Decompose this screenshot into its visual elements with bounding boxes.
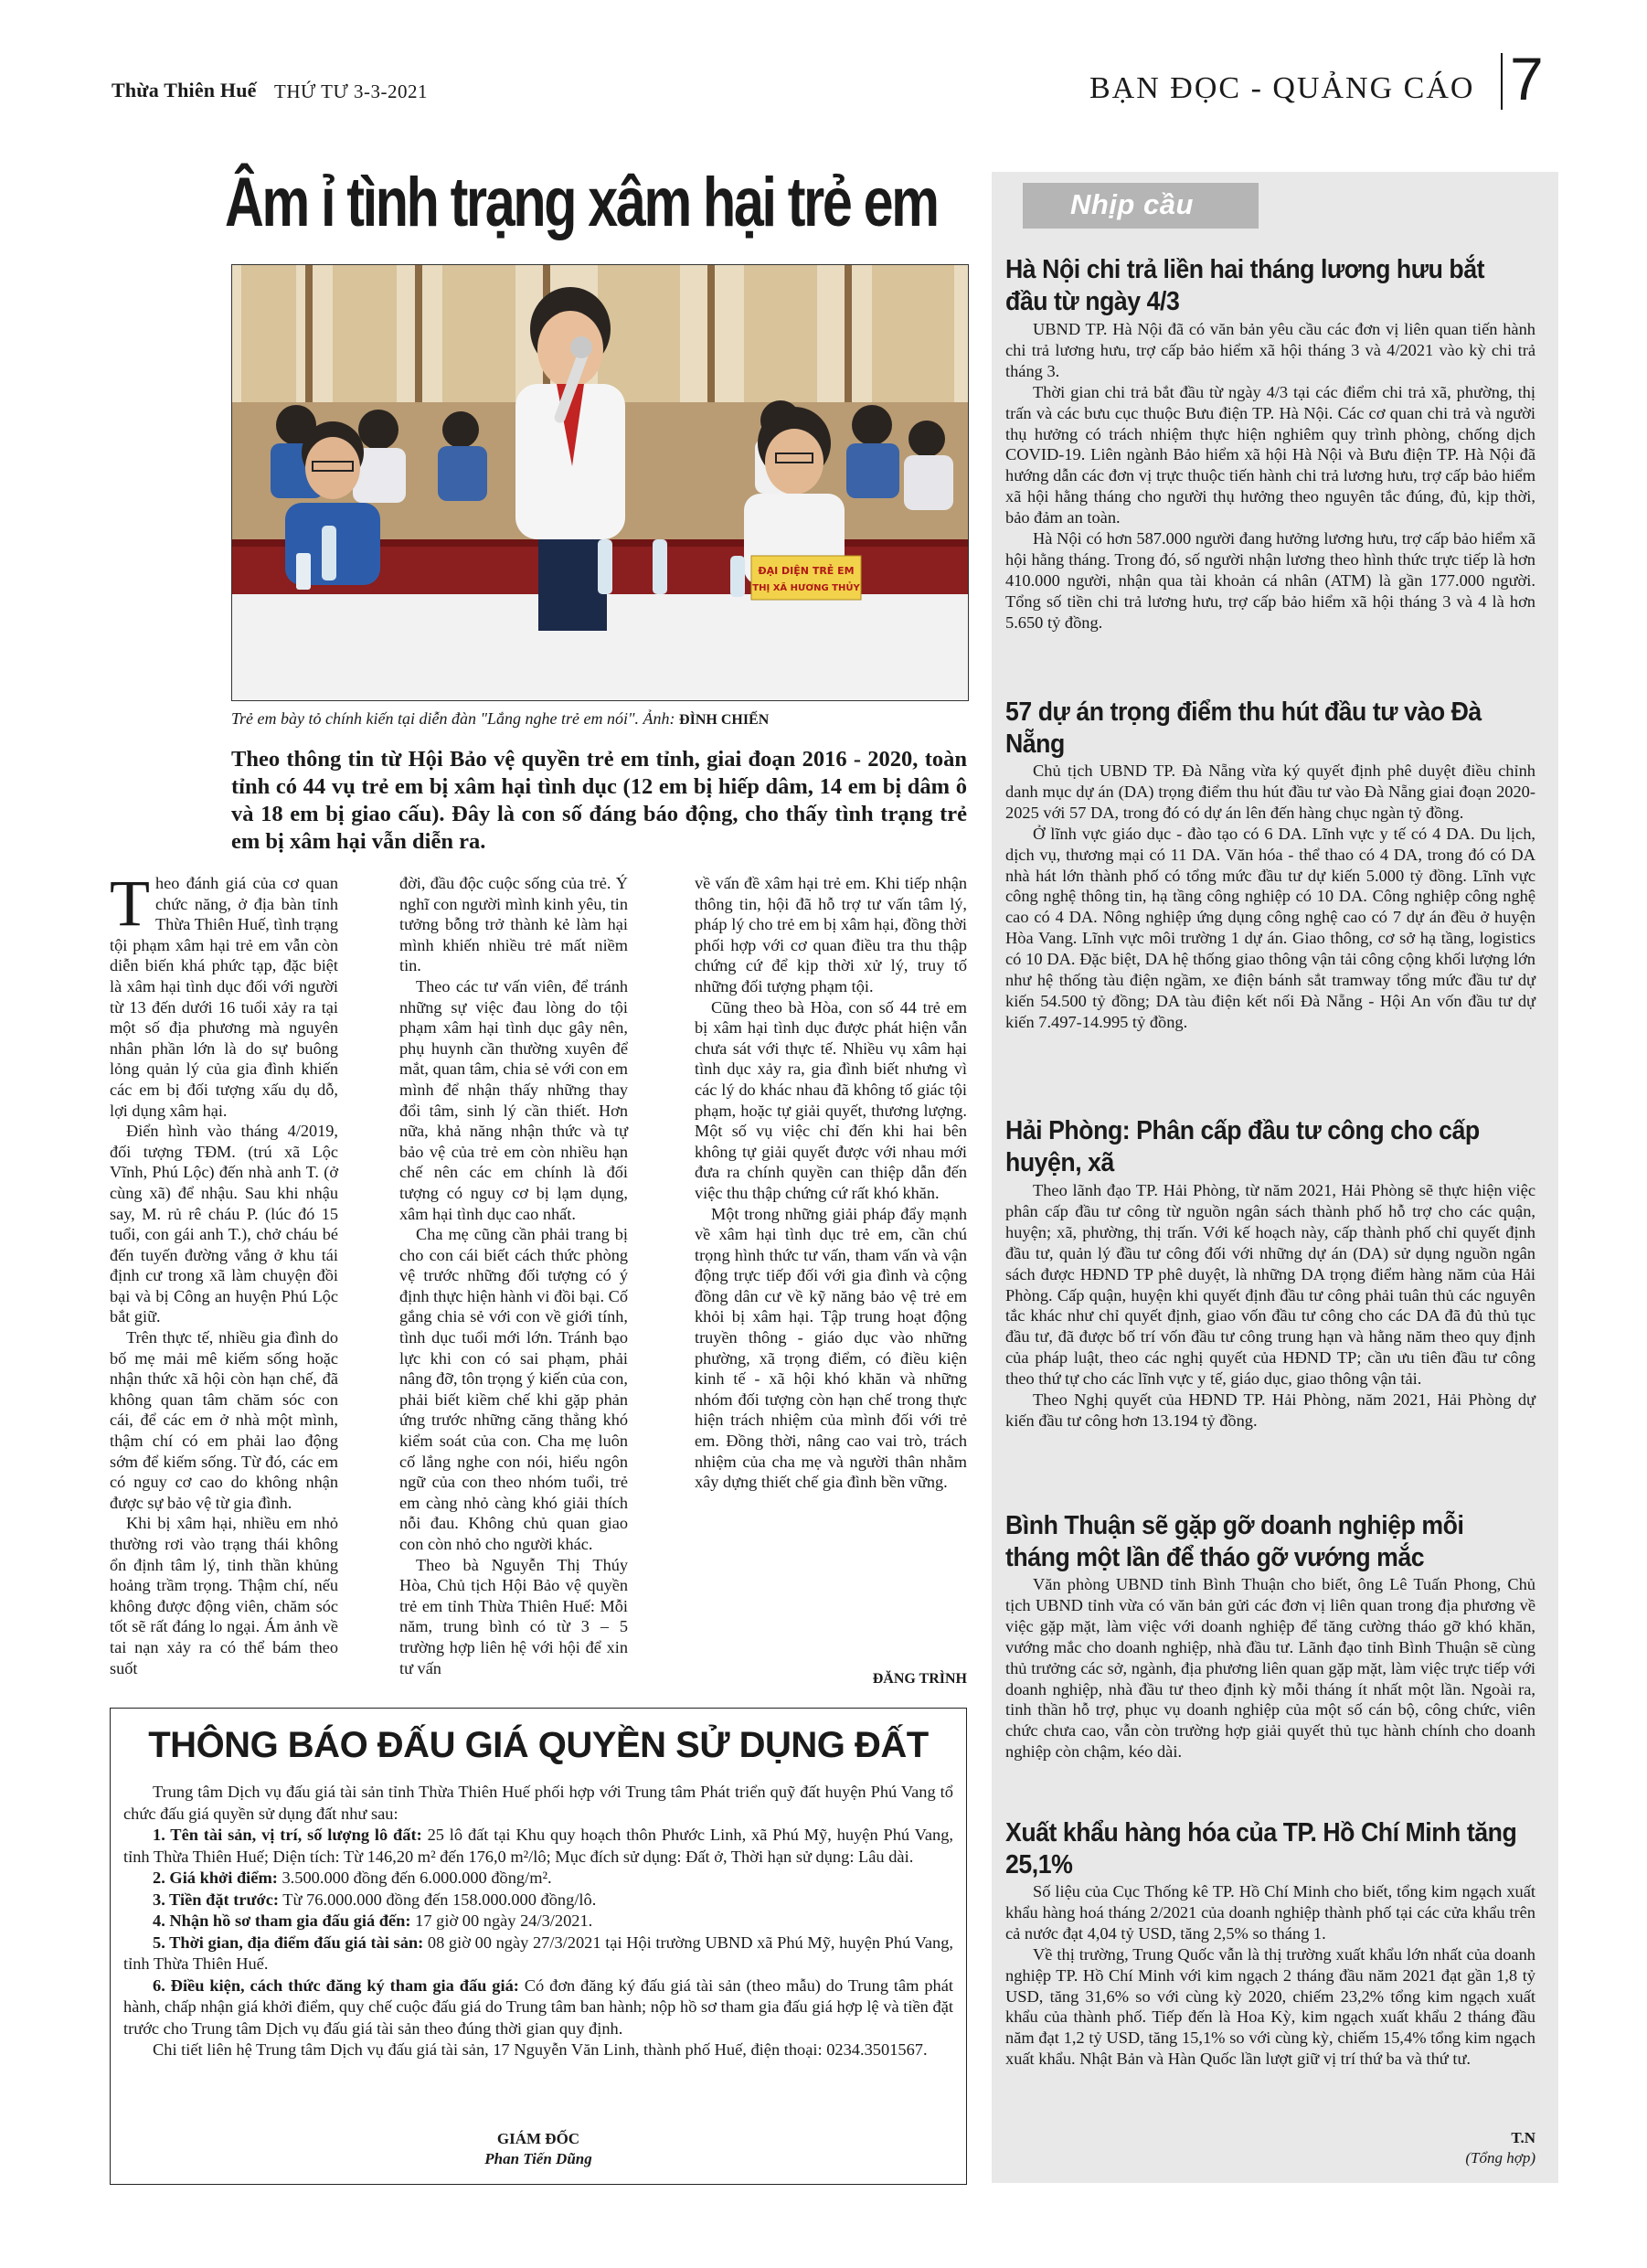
article-column-3 [695, 873, 967, 1493]
notice-item: 2. Giá khởi điểm: 3.500.000 đồng đến 6.000.000 đồng/m². [153, 1869, 552, 1887]
notice-signature [111, 2129, 966, 2169]
sidebar-article-body: Chủ tịch UBND TP. Đà Nẵng vừa ký quyết định phê duyệt điều chỉnh danh mục dự án (DA) trọng điểm thu hút đầu tư vào Đà Nẵng giai đoạn 2020-2025 với 57 DA, trong đó có dự án lên đến hàng chục ngàn tỷ đồng. Ở lĩnh vực giáo dục - đào tạo có 6 DA. Lĩnh vực y tế có 4 DA. Du lịch, dịch vụ, thương mại có 11 DA. Văn hóa - thể thao có 4 DA, trong đó có DA nhà hát lớn thành phố có tổng mức đầu tư dự kiến 5.000 tỷ đồng. Lĩnh vực công nghệ thông tin, hạ tầng công nghiệp có 10 DA. Công nghiệp công nghệ cao có 4 DA. Nông nghiệp ứng dụng công nghệ cao có 7 dự án đều ở huyện Hòa Vang. Lĩnh vực môi trường 1 dự án. Giao thông, cơ sở hạ tầng, logistics có 10 DA. Đặc biệt, DA hệ thống giao thông vận tải công cộng khối lượng lớn như hệ thống tàu điện ngầm, xe điện bánh sắt tramway tổng mức đầu tư dự kiến 54.500 tỷ đồng; DA tàu điện kết nối Đà Nẵng - Hội An vốn đầu tư dự kiến 7.497-14.995 tỷ đồng. [1005, 761, 1535, 1031]
sidebar-headline: Xuất khẩu hàng hóa của TP. Hồ Chí Minh tăng 25,1% [1005, 1818, 1517, 1879]
newspaper-brand: Thừa Thiên Huế [112, 79, 257, 101]
section-title: BẠN ĐỌC - QUẢNG CÁO [1089, 71, 1475, 105]
notice-item: 6. Điều kiện, cách thức đăng ký tham gia đấu giá: Có đơn đăng ký đấu giá tài sản (theo mẫu) do Trung tâm phát hành, chấp nhận giá khởi điểm, quy chế cuộc đấu giá do Trung tâm ban hành; nộp hồ sơ tham gia đấu giá hợp lệ và tiền đặt trước cho Trung tâm Dịch vụ đấu giá tài sản theo đúng thời gian quy định. [123, 1975, 954, 2038]
students-forum-illustration [232, 265, 968, 700]
article-paragraph: Cha mẹ cũng cần phải trang bị cho con cái biết cách thức phòng vệ trước những đối tượng có ý định thực hiện hành vi đồi bại. Cố gắng chia sẻ với con về giới tính, tình dục tuổi mới lớn. Tránh bạo lực khi con có sai phạm, phải nâng đỡ, tôn trọng ý kiến của con, phải biết kiềm chế khi gặp phản ứng trước những căng thẳng khó kiểm soát của con. Cha mẹ luôn cố lắng nghe con nói, hiểu ngôn ngữ của con theo nhóm tuổi, trẻ em càng nhỏ càng khó giải thích nỗi đau. Không chủ quan giao con còn nhỏ cho người khác. [399, 1225, 628, 1553]
sidebar-headline: Hà Nội chi trả liền hai tháng lương hưu bắt đầu từ ngày 4/3 [1005, 255, 1485, 316]
notice-title: THÔNG BÁO ĐẤU GIÁ QUYỀN SỬ DỤNG ĐẤT [148, 1725, 929, 1765]
sidebar-article-body: UBND TP. Hà Nội đã có văn bản yêu cầu các đơn vị liên quan tiến hành chi trả lương hưu, trợ cấp bảo hiểm xã hội tháng 3 và 4/2021 vào kỳ chi trả tháng 3. Thời gian chi trả bắt đầu từ ngày 4/3 tại các điểm chi trả xã, phường, thị trấn và các bưu cục thuộc Bưu điện TP. Hà Nội. Các cơ quan chi trả và người thụ hưởng có trách nhiệm thực hiện nghiêm quy trình phòng, chống dịch COVID-19. Liên ngành Bảo hiểm xã hội Hà Nội và Bưu điện TP. Hà Nội đã hướng dẫn các đơn vị trực thuộc tiến hành chi trả lương hưu, trợ cấp bảo hiểm xã hội hằng tháng cho người thụ hưởng theo nguyên tắc đúng, đủ, kịp thời, bảo đảm an toàn. Hà Nội có hơn 587.000 người đang hưởng lương hưu, trợ cấp bảo hiểm xã hội hằng tháng. Trong đó, số người nhận lương theo hình thức trực tiếp là hơn 410.000 người, nhận qua tài khoản cá nhân (ATM) là gần 177.000 người. Tổng số tiền chi trả lương hưu, trợ cấp bảo hiểm xã hội tháng 3 và 4 là hơn 5.650 tỷ đồng. [1005, 320, 1535, 632]
sidebar-article-body: Số liệu của Cục Thống kê TP. Hồ Chí Minh cho biết, tổng kim ngạch xuất khẩu hàng hoá tháng 2/2021 của doanh nghiệp thành phố tại các cửa khẩu trên cả nước đạt 4,04 tỷ USD, tăng 2,5% so tháng 1. Về thị trường, Trung Quốc vẫn là thị trường xuất khẩu lớn nhất của doanh nghiệp TP. Hồ Chí Minh với kim ngạch 2 tháng đầu năm 2021 đạt gần 1,8 tỷ USD, tăng 31,6% so với cùng kỳ 2020, chiếm 23,2% tổng kim ngạch xuất khẩu của thành phố. Tiếp đến là Hoa Kỳ, kim ngạch xuất khẩu 2 tháng đầu năm đạt 1,2 tỷ USD, tăng 15,1% so với cùng kỳ, chiếm 15,4% tổng kim ngạch xuất khẩu. Nhật Bản và Hàn Quốc lần lượt giữ vị trí thứ ba và thứ tư. [1005, 1882, 1535, 2069]
notice-item: 4. Nhận hồ sơ tham gia đấu giá đến: 17 giờ 00 ngày 24/3/2021. [153, 1911, 593, 1930]
header-divider [1501, 53, 1503, 110]
notice-item: 5. Thời gian, địa điểm đấu giá tài sản: 08 giờ 00 ngày 27/3/2021 tại Hội trường UBND xã Phú Mỹ, huyện Phú Vang, tỉnh Thừa Thiên Huế. [123, 1933, 954, 1973]
sidebar-headline: Hải Phòng: Phân cấp đầu tư công cho cấp huyện, xã [1005, 1116, 1480, 1177]
photo-credit: ĐÌNH CHIẾN [679, 712, 770, 728]
sidebar-headline: 57 dự án trọng điểm thu hút đầu tư vào Đà Nẵng [1005, 697, 1482, 759]
article-column-2 [399, 873, 628, 1678]
article-paragraph: Cũng theo bà Hòa, con số 44 trẻ em bị xâm hại tình dục được phát hiện vẫn chưa sát với thực tế. Nhiều vụ xâm hại tình dục xảy ra, gia đình biết nhưng vì các lý do khác nhau đã không tố giác tội phạm, hoặc tự giải quyết, thương lượng. Một số vụ việc chỉ đến khi hai bên không tự giải quyết được với nhau mới đưa ra chính quyền can thiệp dẫn đến việc thu thập chứng cứ rất khó khăn. [695, 997, 967, 1202]
article-lead: Theo thông tin từ Hội Bảo vệ quyền trẻ em tỉnh, giai đoạn 2016 - 2020, toàn tỉnh có 44 vụ trẻ em bị xâm hại tình dục (12 em bị hiếp dâm, 14 em bị dâm ô và 18 em bị giao cấu). Đây là con số đáng báo động, cho thấy tình trạng trẻ em bị xâm hại vẫn diễn ra. [231, 747, 967, 854]
sidebar-headline: Bình Thuận sẽ gặp gỡ doanh nghiệp mỗi tháng một lần để tháo gỡ vướng mắc [1005, 1511, 1464, 1572]
article-paragraph: về vấn đề xâm hại trẻ em. Khi tiếp nhận thông tin, hội đã hỗ trợ tư vấn tâm lý, pháp lý cho trẻ em bị xâm hại, đồng thời phối hợp với cơ quan điều tra thu thập chứng cứ để kịp thời xử lý, truy tố những đối tượng phạm tội. [695, 874, 967, 996]
article-paragraph: Điển hình vào tháng 4/2019, đối tượng TĐM. (trú xã Lộc Vĩnh, Phú Lộc) đến nhà anh T. (ở cùng xã) để nhậu. Sau khi nhậu say, M. rủ rê cháu P. (lúc đó 15 tuổi, con gái anh T.), chở cháu bé đến tuyến đường vắng ở khu tái định cư trong xã làm chuyện đồi bại và bị Công an huyện Phú Lộc bắt giữ. [110, 1122, 338, 1326]
sidebar-byline: T.N (Tổng hợp) [1465, 2129, 1535, 2167]
photo-caption: Trẻ em bày tỏ chính kiến tại diễn đàn "Lắng nghe trẻ em nói". Ảnh: ĐÌNH CHIẾN [231, 709, 770, 728]
article-paragraph: Theo các tư vấn viên, để tránh những sự việc đau lòng do tội phạm xâm hại tình dục gây nên, phụ huynh cần thường xuyên để mắt, quan tâm, chia sẻ với con em mình để nhận thấy những thay đổi tâm, sinh lý cần thiết. Hơn nữa, khả năng nhận thức và tự bảo vệ của trẻ em còn nhiều hạn chế nên các em chính là đối tượng có nguy cơ bị lạm dụng, xâm hại tình dục cao nhất. [399, 976, 628, 1223]
notice-intro: Trung tâm Dịch vụ đấu giá tài sản tỉnh Thừa Thiên Huế phối hợp với Trung tâm Phát triển quỹ đất huyện Phú Vang tổ chức đấu giá quyền sử dụng đất như sau: [123, 1783, 953, 1823]
notice-item: 1. Tên tài sản, vị trí, số lượng lô đất: 25 lô đất tại Khu quy hoạch thôn Phước Linh, xã Phú Mỹ, huyện Phú Vang, tỉnh Thừa Thiên Huế; Diện tích: Từ 146,20 m² đến 176,0 m²/lô; Mục đích sử dụng: Đất ở, Thời hạn sử dụng: Lâu dài. [123, 1826, 954, 1866]
sidebar-tab: Nhịp cầu [1010, 183, 1259, 229]
drop-cap: T [110, 867, 150, 940]
notice-item: 3. Tiền đặt trước: Từ 76.000.000 đồng đến 158.000.000 đồng/lô. [153, 1890, 597, 1909]
sidebar-article-body: Văn phòng UBND tỉnh Bình Thuận cho biết, ông Lê Tuấn Phong, Chủ tịch UBND tỉnh vừa có văn bản gửi các đơn vị liên quan trong địa phương về việc gặp mặt, làm việc với doanh nghiệp để tăng cường tháo gỡ khó khăn, vướng mắc cho doanh nghiệp, nhà đầu tư. Lãnh đạo tỉnh Bình Thuận sẽ cùng thủ trưởng các sở, ngành, địa phương liên quan gặp mặt, làm việc trực tiếp với doanh nghiệp, nhà đầu tư theo định kỳ mỗi tháng ít nhất một lần. Ngoài ra, tinh thần hỗ trợ, phục vụ doanh nghiệp của một số cán bộ, công chức, viên chức chưa cao, vẫn còn trường hợp giải quyết thủ tục hành chính cho doanh nghiệp còn chậm, kéo dài. [1005, 1575, 1535, 1762]
issue-date: THỨ TƯ 3-3-2021 [274, 80, 429, 102]
article-paragraph: Theo bà Nguyễn Thị Thúy Hòa, Chủ tịch Hội Bảo vệ quyền trẻ em tỉnh Thừa Thiên Huế: Mỗi năm, trung bình có từ 3 – 5 trường hợp liên hệ với hội để xin tư vấn [399, 1555, 628, 1677]
article-paragraph: Theo đánh giá của cơ quan chức năng, ở địa bàn tỉnh Thừa Thiên Huế, tình trạng tội phạm xâm hại trẻ em vẫn còn diễn biến khá phức tạp, đặc biệt là xâm hại tình dục đối với người từ 13 đến dưới 16 tuổi xảy ra tại một số địa phương mà nguyên nhân phần lớn là do sự buông lỏng quản lý của gia đình khiến các em bị đối tượng xấu dụ dỗ, lợi dụng xâm hại. [110, 867, 338, 1120]
article-byline: ĐĂNG TRÌNH [872, 1671, 967, 1687]
article-column-1 [110, 867, 338, 1678]
article-paragraph: Một trong những giải pháp đẩy mạnh về xâm hại tình dục trẻ em, cần chú trọng hình thức tư vấn, tham vấn và vận động trực tiếp đối với gia đình và cộng đồng dân cư về kỹ năng bảo vệ trẻ em khỏi bị xâm hại. Tập trung hoạt động truyền thông - giáo dục vào những phường, xã trọng điểm, có điều kiện kinh tế - xã hội khó khăn và những nhóm đối tượng còn hạn chế trong thực hiện trách nhiệm của mình đối với trẻ em. Đồng thời, nâng cao vai trò, trách nhiệm của cha mẹ và người thân nhằm xây dựng thiết chế gia đình bền vững. [695, 1204, 967, 1492]
article-photo [231, 264, 969, 701]
sign-line2: THỊ XÃ HƯƠNG THỦY [752, 583, 860, 593]
page-number: 7 [1510, 45, 1544, 112]
sign-name: Phan Tiến Dũng [484, 2150, 592, 2167]
article-paragraph: đời, đầu độc cuộc sống của trẻ. Ý nghĩ con người mình kinh yêu, tin tưởng bỗng trở thành kẻ làm hại mình khiến nhiều trẻ mất niềm tin. [399, 874, 628, 975]
article-paragraph: Khi bị xâm hại, nhiều em nhỏ thường rơi vào trạng thái không ổn định tâm lý, tinh thần khủng hoảng trầm trọng. Thậm chí, nếu không được động viên, chăm sóc tốt sẽ rất đáng lo ngại. Ám ảnh về tai nạn xảy ra có thể bám theo suốt [110, 1514, 338, 1677]
sign-role: GIÁM ĐỐC [496, 2130, 580, 2147]
article-paragraph: Trên thực tế, nhiều gia đình do bố mẹ mải mê kiếm sống hoặc nhận thức xã hội còn hạn chế, đã không quan tâm chăm sóc con cái, để các em ở nhà một mình, thậm chí có em phải lao động sớm để kiếm sống. Từ đó, các em có nguy cơ cao do không nhận được sự bảo vệ từ gia đình. [110, 1328, 338, 1512]
sign-line1: ĐẠI DIỆN TRẺ EM [758, 565, 855, 577]
notice-body [123, 1782, 953, 2061]
notice-contact: Chi tiết liên hệ Trung tâm Dịch vụ đấu giá tài sản, 17 Nguyễn Văn Linh, thành phố Huế, điện thoại: 0234.3501567. [153, 2040, 928, 2059]
auction-notice-box [110, 1708, 967, 2185]
main-headline: Âm ỉ tình trạng xâm hại trẻ em [225, 164, 938, 241]
sidebar-article-body: Theo lãnh đạo TP. Hải Phòng, từ năm 2021, Hải Phòng sẽ thực hiện việc phân cấp đầu tư công từ nguồn ngân sách thành phố hỗ trợ cho các quận, huyện; xã, phường, thị trấn. Với kế hoạch này, cấp thành phố chỉ quyết định đầu tư, quản lý đầu tư công đối với những dự án (DA) sử dụng nguồn ngân sách được HĐND TP phê duyệt, là những DA trọng điểm hàng năm của Hải Phòng. Cấp quận, huyện khi quyết định đầu tư công phải tuân thủ các nguyên tắc khác như chỉ quyết định, giao vốn đầu tư công cho các DA đã đủ thủ tục đầu tư, đã được bố trí vốn đầu tư công trung hạn và hằng năm theo quy định của pháp luật, theo các nghị quyết của HĐND TP; cần ưu tiên đầu tư công theo thứ tự cho các lĩnh vực y tế, giáo dục, giao thông vận tải. Theo Nghị quyết của HĐND TP. Hải Phòng, năm 2021, Hải Phòng dự kiến đầu tư công hơn 13.194 tỷ đồng. [1005, 1181, 1535, 1430]
